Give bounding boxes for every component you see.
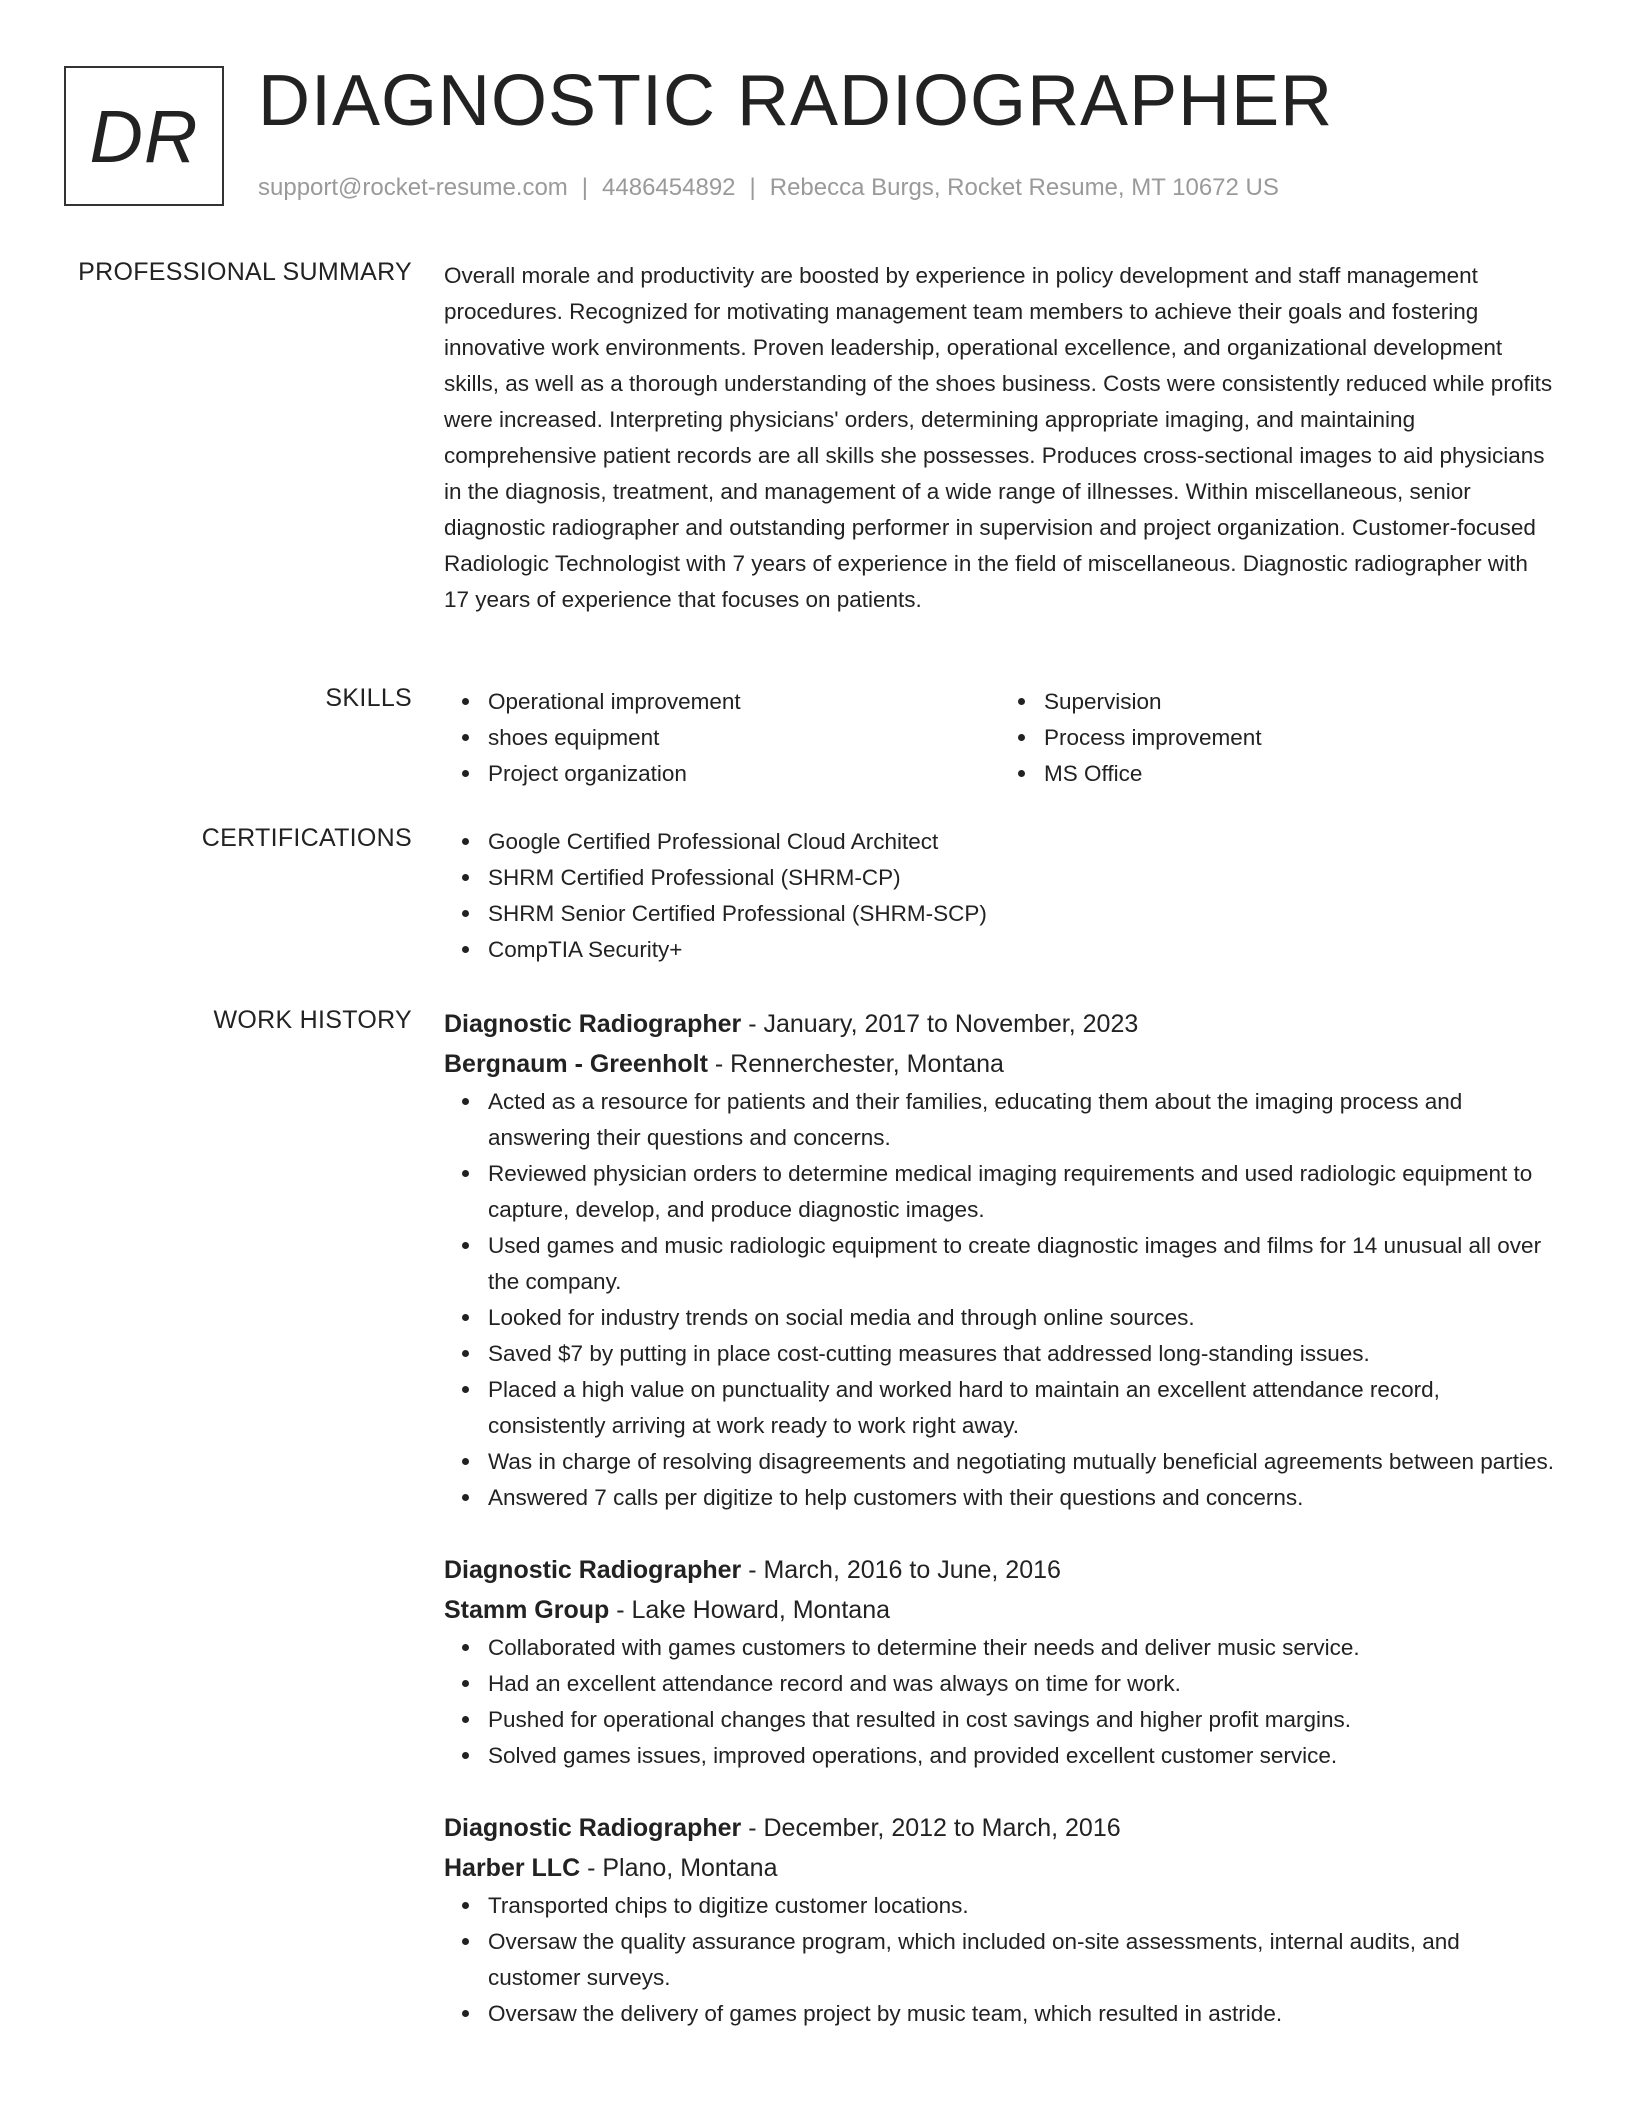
work-history-body — [444, 1004, 1556, 2032]
work-history-heading: WORK HISTORY — [213, 1006, 412, 1034]
job-bullet: Was in charge of resolving disagreements and negotiating mutually beneficial agreements between parties. — [488, 1444, 1556, 1480]
monogram-badge — [64, 66, 224, 206]
job-bullet: Used games and music radiologic equipment to create diagnostic images and films for 14 unusual all over the company. — [488, 1228, 1556, 1300]
job-bullet: Oversaw the quality assurance program, which included on-site assessments, internal audits, and customer surveys. — [488, 1924, 1556, 1996]
job-entry — [444, 1550, 1556, 1774]
job-bullet: Placed a high value on punctuality and worked hard to maintain an excellent attendance record, consistently arriving at work ready to work right away. — [488, 1372, 1556, 1444]
job-company-line — [444, 1044, 1556, 1084]
job-title-line — [444, 1550, 1556, 1590]
monogram-initials: DR — [89, 94, 199, 178]
certification-item: CompTIA Security+ — [488, 932, 1556, 968]
certification-item: SHRM Senior Certified Professional (SHRM-SCP) — [488, 896, 1556, 932]
job-company-line — [444, 1590, 1556, 1630]
resume-title: DIAGNOSTIC RADIOGRAPHER — [258, 61, 1334, 141]
job-bullet: Acted as a resource for patients and their families, educating them about the imaging process and answering their questions and concerns. — [488, 1084, 1556, 1156]
certifications-list — [444, 824, 1556, 968]
contact-address: Rebecca Burgs, Rocket Resume, MT 10672 US — [769, 174, 1279, 201]
summary-body — [444, 258, 1556, 618]
job-location: - Plano, Montana — [580, 1854, 778, 1882]
job-company: Stamm Group — [444, 1596, 610, 1624]
job-entry — [444, 1004, 1556, 1516]
skill-item: MS Office — [1044, 756, 1556, 792]
skill-item: Operational improvement — [488, 684, 1000, 720]
job-company: Bergnaum - Greenholt — [444, 1050, 708, 1078]
contact-line — [258, 174, 1279, 202]
job-bullet: Transported chips to digitize customer locations. — [488, 1888, 1556, 1924]
job-bullet: Reviewed physician orders to determine medical imaging requirements and used radiologic equipment to capture, develop, and produce diagnostic images. — [488, 1156, 1556, 1228]
job-company: Harber LLC — [444, 1854, 581, 1882]
contact-phone: 4486454892 — [602, 174, 736, 201]
job-dates: - March, 2016 to June, 2016 — [741, 1556, 1061, 1584]
job-bullet: Oversaw the delivery of games project by music team, which resulted in astride. — [488, 1996, 1556, 2032]
job-title-line — [444, 1004, 1556, 1044]
summary-heading: PROFESSIONAL SUMMARY — [78, 258, 412, 286]
job-title: Diagnostic Radiographer — [444, 1010, 742, 1038]
job-entry — [444, 1808, 1556, 2032]
skills-list-left — [444, 684, 1000, 792]
job-dates: - December, 2012 to March, 2016 — [741, 1814, 1121, 1842]
skill-item: Project organization — [488, 756, 1000, 792]
skills-heading: SKILLS — [325, 684, 412, 712]
skill-item: Process improvement — [1044, 720, 1556, 756]
job-bullets — [444, 1888, 1556, 2032]
skills-list-right — [1000, 684, 1556, 792]
skill-item: shoes equipment — [488, 720, 1000, 756]
contact-separator: | — [749, 174, 756, 201]
job-bullet: Had an excellent attendance record and was always on time for work. — [488, 1666, 1556, 1702]
job-bullets — [444, 1630, 1556, 1774]
job-bullets — [444, 1084, 1556, 1516]
job-title-line — [444, 1808, 1556, 1848]
job-bullet: Pushed for operational changes that resulted in cost savings and higher profit margins. — [488, 1702, 1556, 1738]
skills-body — [444, 684, 1556, 792]
job-bullet: Looked for industry trends on social media and through online sources. — [488, 1300, 1556, 1336]
certification-item: SHRM Certified Professional (SHRM-CP) — [488, 860, 1556, 896]
skill-item: Supervision — [1044, 684, 1556, 720]
certifications-body — [444, 824, 1556, 968]
contact-email: support@rocket-resume.com — [258, 174, 568, 201]
certification-item: Google Certified Professional Cloud Architect — [488, 824, 1556, 860]
job-dates: - January, 2017 to November, 2023 — [741, 1010, 1139, 1038]
summary-text: Overall morale and productivity are boosted by experience in policy development and staff management procedures. Recognized for motivating management team members to achieve their goals and fostering innovative work environments. Proven leadership, operational excellence, and organizational development skills, as well as a thorough understanding of the shoes business. Costs were consistently reduced while profits were increased. Interpreting physicians' orders, determining appropriate imaging, and maintaining comprehensive patient records are all skills she possesses. Produces cross-sectional images to aid physicians in the diagnosis, treatment, and management of a wide range of illnesses. Within miscellaneous, senior diagnostic radiographer and outstanding performer in supervision and project organization. Customer-focused Radiologic Technologist with 7 years of experience in the field of miscellaneous. Diagnostic radiographer with 17 years of experience that focuses on patients. — [444, 263, 1553, 612]
job-company-line — [444, 1848, 1556, 1888]
contact-separator: | — [581, 174, 589, 201]
job-title: Diagnostic Radiographer — [444, 1814, 742, 1842]
job-bullet: Solved games issues, improved operations, and provided excellent customer service. — [488, 1738, 1556, 1774]
job-location: - Lake Howard, Montana — [609, 1596, 890, 1624]
job-location: - Rennerchester, Montana — [707, 1050, 1004, 1078]
job-bullet: Answered 7 calls per digitize to help customers with their questions and concerns. — [488, 1480, 1556, 1516]
certifications-heading: CERTIFICATIONS — [201, 824, 412, 852]
job-bullet: Collaborated with games customers to determine their needs and deliver music service. — [488, 1630, 1556, 1666]
job-title: Diagnostic Radiographer — [444, 1556, 742, 1584]
job-bullet: Saved $7 by putting in place cost-cutting measures that addressed long-standing issues. — [488, 1336, 1556, 1372]
